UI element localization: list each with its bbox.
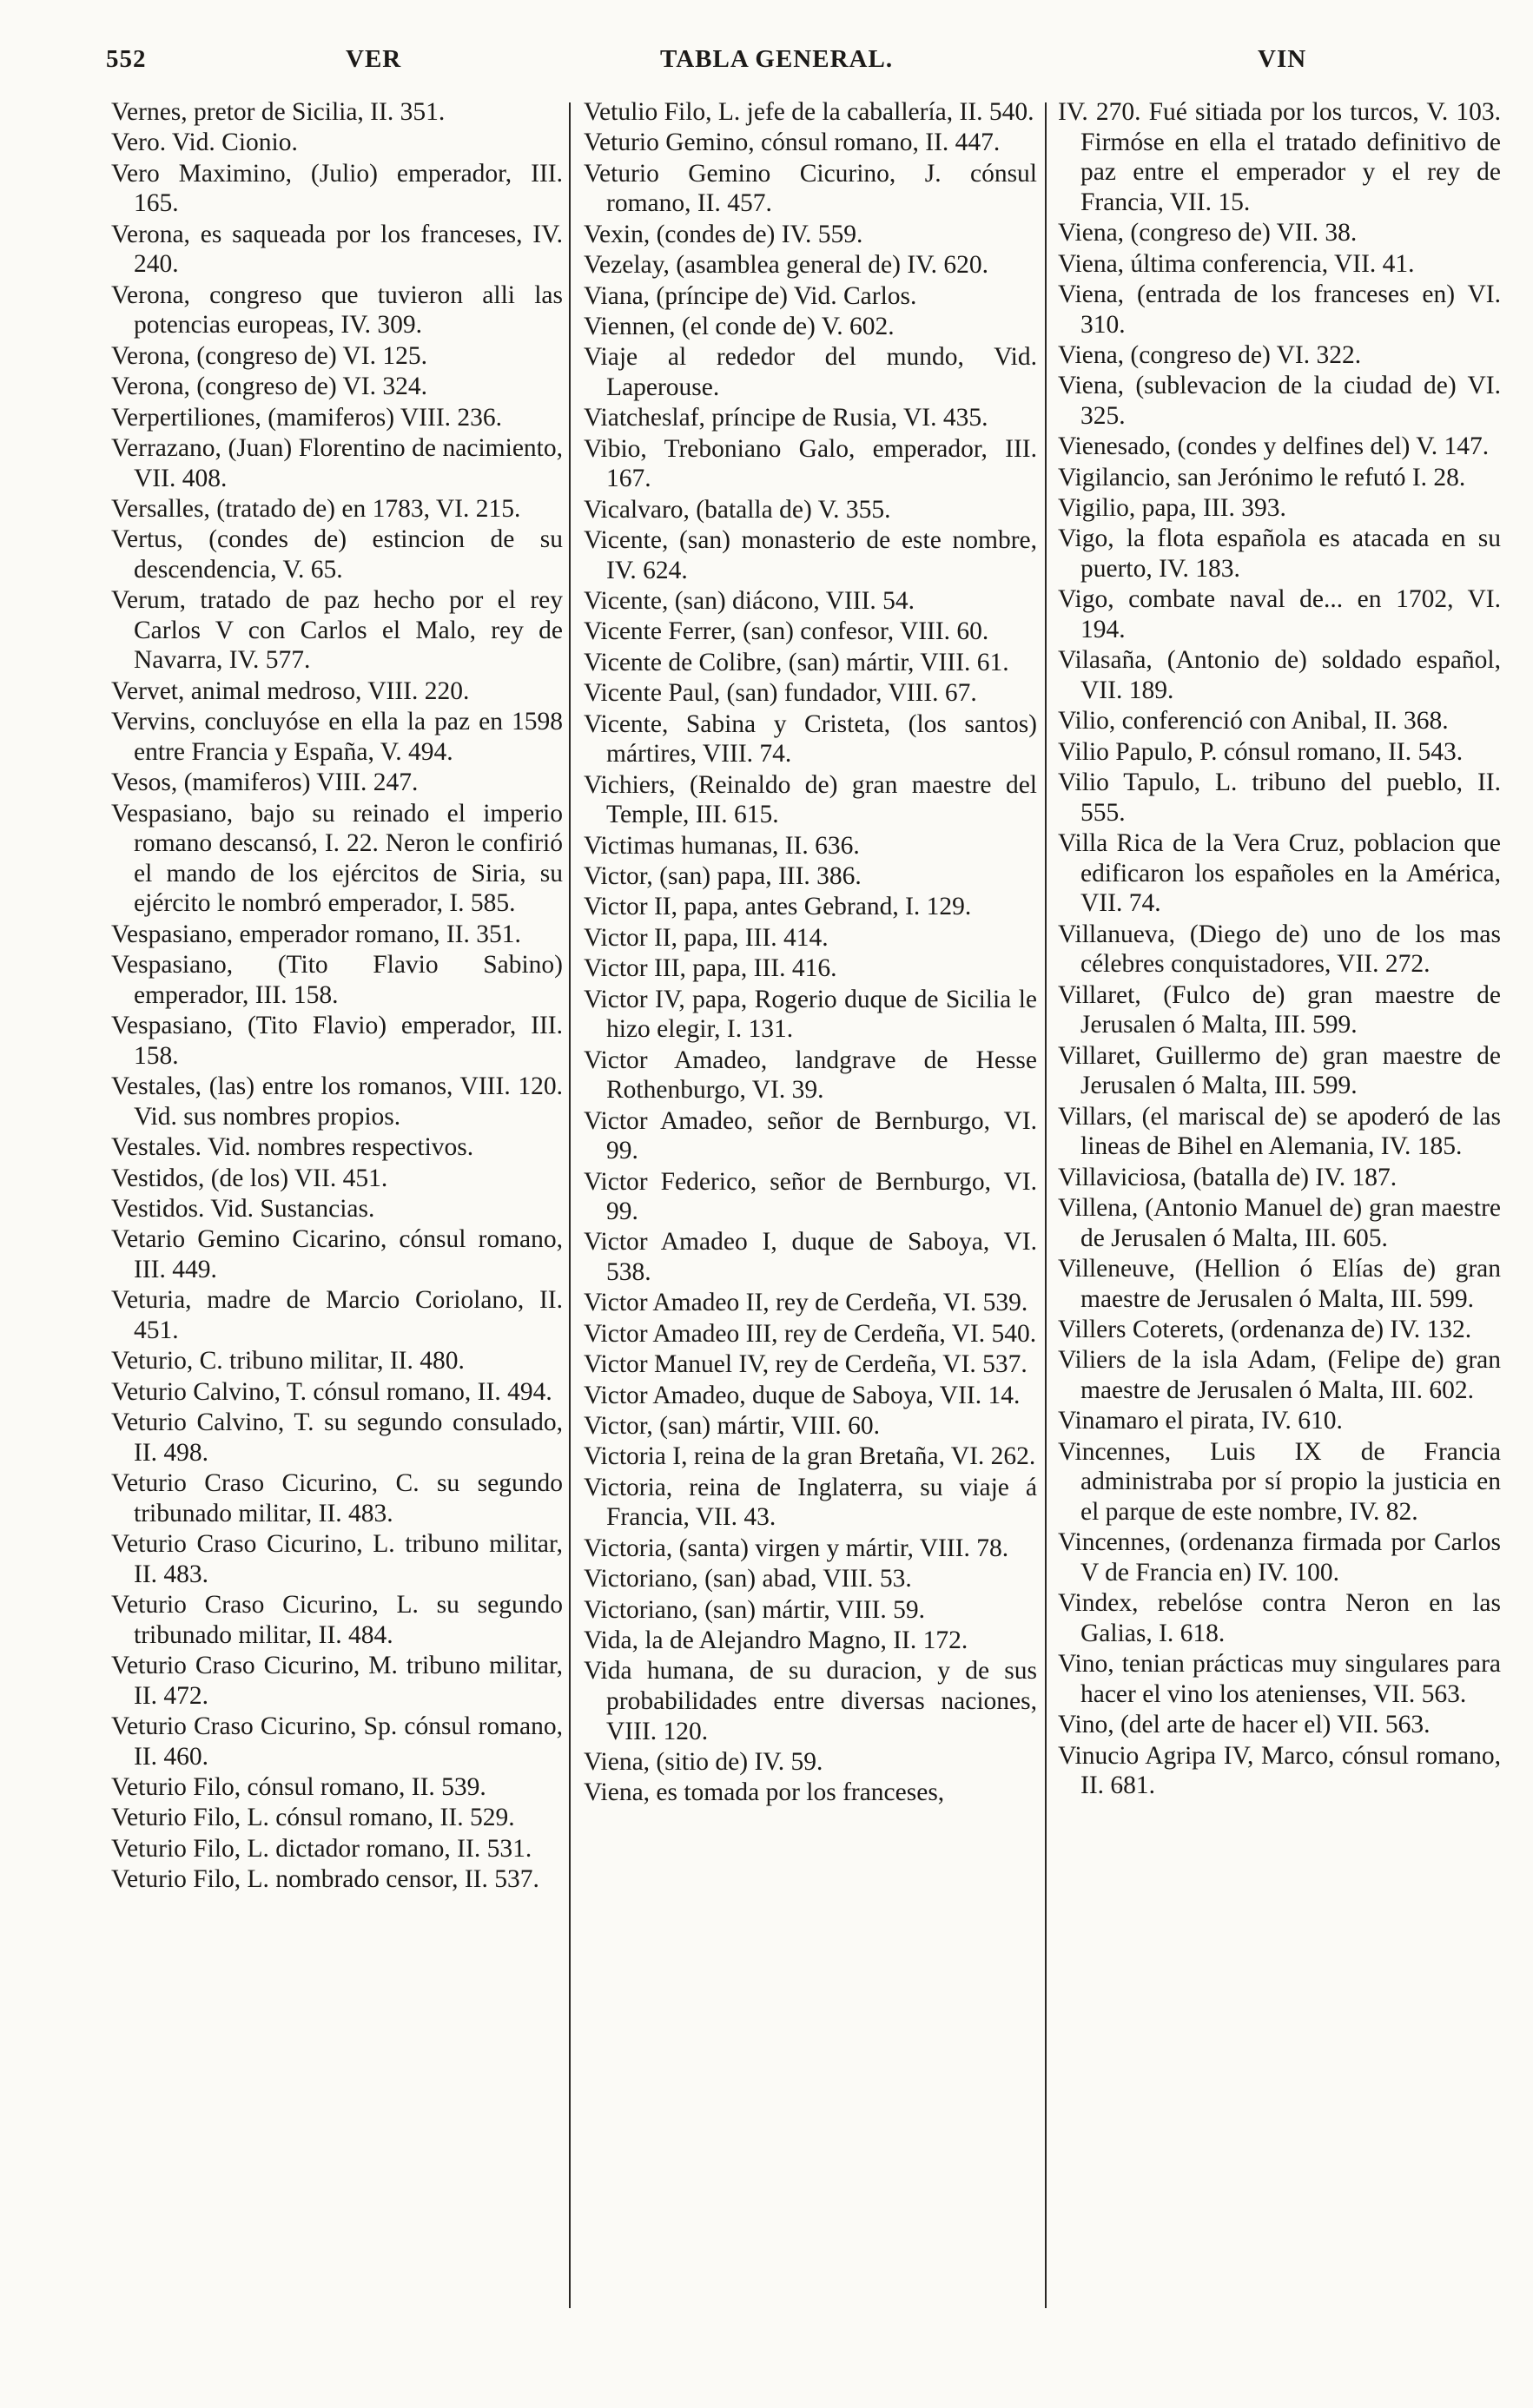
index-entry: Vespasiano, emperador romano, II. 351. (111, 920, 521, 948)
index-entry: Viatcheslaf, príncipe de Rusia, VI. 435. (584, 404, 988, 432)
index-entry: Viliers de la isla Adam, (Felipe de) gran maestre de Jerusalen ó Malta, III. 602. (1058, 1346, 1501, 1405)
index-entry: Victor Amadeo, señor de Bernburgo, VI. 99. (584, 1106, 1037, 1165)
index-entry: Veturio Filo, L. dictador romano, II. 531. (111, 1834, 532, 1863)
index-entry: Vigo, combate naval de... en 1702, VI. 194. (1058, 585, 1501, 644)
left-guide-word: VER (346, 45, 402, 73)
index-entry: Vienesado, (condes y delfines del) V. 147. (1058, 432, 1490, 461)
index-entry: Veturio Craso Cicurino, Sp. cónsul romano, II. 460. (111, 1712, 563, 1771)
index-entry: Vino, tenian prácticas muy singulares para hacer el vino los atenienses, VII. 563. (1058, 1650, 1501, 1708)
index-entry: Vilio Tapulo, L. tribuno del pueblo, II. 555. (1058, 769, 1501, 827)
index-entry: Victor II, papa, III. 414. (584, 923, 829, 952)
index-entry: Vespasiano, bajo su reinado el imperio romano descansó, I. 22. Neron le confirió el mando de los ejércitos de Siria, su ejército le nombró emperador, I. 585. (111, 799, 563, 918)
index-column-right (1058, 97, 1501, 1802)
index-entry: Vindex, rebelóse contra Neron en las Galias, I. 618. (1058, 1589, 1501, 1647)
index-entry: Victoria I, reina de la gran Bretaña, VI. 262. (584, 1442, 1036, 1471)
index-entry: Veturia, madre de Marcio Coriolano, II. 451. (111, 1286, 563, 1344)
index-entry: Veturio Craso Cicurino, L. su segundo tribunado militar, II. 484. (111, 1591, 563, 1649)
index-entry: Victoriano, (san) mártir, VIII. 59. (584, 1595, 925, 1624)
index-entry: Victor IV, papa, Rogerio duque de Sicilia le hizo elegir, I. 131. (584, 985, 1037, 1044)
index-entry: Vezelay, (asamblea general de) IV. 620. (584, 251, 989, 280)
index-entry: Victor Amadeo I, duque de Saboya, VI. 538. (584, 1228, 1037, 1287)
index-entry: Veturio Gemino Cicurino, J. cónsul romano, II. 457. (584, 159, 1037, 218)
index-entry: Vespasiano, (Tito Flavio) emperador, III. 158. (111, 1012, 563, 1070)
column-divider (569, 102, 571, 2308)
index-entry: Vinamaro el pirata, IV. 610. (1058, 1407, 1343, 1435)
index-entry: Vicalvaro, (batalla de) V. 355. (584, 495, 891, 524)
index-entry: Viena, (sitio de) IV. 59. (584, 1747, 823, 1776)
index-entry: Vigilancio, san Jerónimo le refutó I. 28. (1058, 463, 1466, 491)
index-entry: Vichiers, (Reinaldo de) gran maestre del Temple, III. 615. (584, 770, 1037, 829)
right-guide-word: VIN (1258, 45, 1307, 73)
index-entry: Viena, (congreso de) VI. 322. (1058, 340, 1362, 369)
index-entry: Villars, (el mariscal de) se apoderó de las lineas de Bihel en Alemania, IV. 185. (1058, 1102, 1501, 1161)
index-entry: Verpertiliones, (mamiferos) VIII. 236. (111, 403, 503, 432)
index-entry: Vervins, concluyóse en ella la paz en 1598 entre Francia y España, V. 494. (111, 708, 563, 766)
index-entry: Viennen, (el conde de) V. 602. (584, 312, 895, 340)
index-entry: Verona, congreso que tuvieron alli las potencias europeas, IV. 309. (111, 280, 563, 340)
index-entry: Viena, (entrada de los franceses en) VI. 310. (1058, 280, 1501, 339)
index-entry: Victor III, papa, III. 416. (584, 954, 837, 983)
index-entry: IV. 270. Fué sitiada por los turcos, V. 103. Firmóse en ella el tratado definitivo de paz entre el emperador y el rey de Francia, VII. 15. (1058, 98, 1501, 216)
index-entry: Vigilio, papa, III. 393. (1058, 494, 1286, 523)
index-entry: Veturio Craso Cicurino, C. su segundo tribunado militar, II. 483. (111, 1469, 563, 1527)
index-entry: Vicente, (san) monasterio de este nombre, IV. 624. (584, 526, 1037, 584)
index-entry: Victor Amadeo, duque de Saboya, VII. 14. (584, 1381, 1021, 1409)
index-entry: Vernes, pretor de Sicilia, II. 351. (111, 98, 446, 126)
index-entry: Vicente Ferrer, (san) confesor, VIII. 60. (584, 617, 989, 646)
index-column-left (111, 97, 563, 1896)
index-entry: Villaret, Guillermo de) gran maestre de Jerusalen ó Malta, III. 599. (1058, 1041, 1501, 1100)
index-entry: Veturio Calvino, T. cónsul romano, II. 494. (111, 1377, 552, 1406)
column-divider (1045, 102, 1047, 2308)
index-entry: Vestales, (las) entre los romanos, VIII. 120. Vid. sus nombres propios. (111, 1072, 563, 1131)
index-entry: Victor, (san) mártir, VIII. 60. (584, 1412, 881, 1441)
index-entry: Victor Amadeo III, rey de Cerdeña, VI. 540. (584, 1319, 1037, 1348)
index-entry: Victor Manuel IV, rey de Cerdeña, VI. 537. (584, 1350, 1028, 1379)
index-entry: Verona, (congreso de) VI. 125. (111, 341, 427, 370)
index-entry: Veturio Craso Cicurino, L. tribuno militar, II. 483. (111, 1530, 563, 1588)
index-entry: Veturio Craso Cicurino, M. tribuno militar, II. 472. (111, 1651, 563, 1710)
page-number: 552 (106, 45, 147, 73)
index-entry: Vicente de Colibre, (san) mártir, VIII. 61. (584, 648, 1009, 676)
index-entry: Villa Rica de la Vera Cruz, poblacion que edificaron los españoles en la América, VII. 74. (1058, 829, 1501, 918)
index-entry: Veturio Filo, L. cónsul romano, II. 529. (111, 1804, 515, 1832)
index-entry: Vetulio Filo, L. jefe de la caballería, II. 540. (584, 98, 1034, 126)
index-entry: Victor Amadeo, landgrave de Hesse Rothenburgo, VI. 39. (584, 1046, 1037, 1105)
index-entry: Vespasiano, (Tito Flavio Sabino) emperador, III. 158. (111, 951, 563, 1009)
index-column-middle (584, 97, 1037, 1809)
index-entry: Villers Coterets, (ordenanza de) IV. 132. (1058, 1316, 1472, 1344)
index-entry: Viaje al rededor del mundo, Vid. Laperouse. (584, 343, 1037, 401)
index-entry: Vilasaña, (Antonio de) soldado español, VII. 189. (1058, 646, 1501, 705)
index-entry: Veturio, C. tribuno militar, II. 480. (111, 1347, 465, 1376)
index-entry: Villena, (Antonio Manuel de) gran maestre de Jerusalen ó Malta, III. 605. (1058, 1194, 1501, 1252)
index-entry: Verona, (congreso de) VI. 324. (111, 373, 427, 401)
index-entry: Vicente, Sabina y Cristeta, (los santos) mártires, VIII. 74. (584, 709, 1037, 769)
index-entry: Vibio, Treboniano Galo, emperador, III. 167. (584, 434, 1037, 493)
index-entry: Victor II, papa, antes Gebrand, I. 129. (584, 893, 972, 921)
index-entry: Vicente, (san) diácono, VIII. 54. (584, 587, 915, 616)
index-entry: Victor Amadeo II, rey de Cerdeña, VI. 539. (584, 1289, 1028, 1317)
index-entry: Verona, es saqueada por los franceses, IV. 240. (111, 220, 563, 279)
index-entry: Vinucio Agripa IV, Marco, cónsul romano, II. 681. (1058, 1741, 1501, 1800)
running-title: TABLA GENERAL. (660, 45, 894, 73)
index-entry: Villaret, (Fulco de) gran maestre de Jerusalen ó Malta, III. 599. (1058, 980, 1501, 1039)
index-entry: Victimas humanas, II. 636. (584, 831, 860, 860)
index-entry: Vervet, animal medroso, VIII. 220. (111, 676, 470, 705)
index-entry: Viana, (príncipe de) Vid. Carlos. (584, 281, 917, 310)
index-entry: Villaviciosa, (batalla de) IV. 187. (1058, 1163, 1398, 1191)
index-entry: Vestales. Vid. nombres respectivos. (111, 1133, 474, 1162)
index-entry: Viena, es tomada por los franceses, (584, 1778, 945, 1807)
index-entry: Vilio, conferenció con Anibal, II. 368. (1058, 707, 1449, 736)
index-entry: Vesos, (mamiferos) VIII. 247. (111, 769, 419, 797)
index-entry: Victor Federico, señor de Bernburgo, VI. 99. (584, 1167, 1037, 1226)
index-entry: Verrazano, (Juan) Florentino de nacimiento, VII. 408. (111, 433, 563, 492)
index-entry: Vida, la de Alejandro Magno, II. 172. (584, 1626, 968, 1654)
index-entry: Vestidos. Vid. Sustancias. (111, 1194, 375, 1223)
index-entry: Villanueva, (Diego de) uno de los mas célebres conquistadores, VII. 272. (1058, 920, 1501, 979)
index-entry: Veturio Filo, L. nombrado censor, II. 537. (111, 1865, 539, 1894)
index-entry: Victoria, reina de Inglaterra, su viaje á Francia, VII. 43. (584, 1473, 1037, 1532)
index-entry: Vicente Paul, (san) fundador, VIII. 67. (584, 679, 977, 708)
index-entry: Veturio Filo, cónsul romano, II. 539. (111, 1772, 486, 1801)
index-entry: Victor, (san) papa, III. 386. (584, 861, 862, 890)
index-entry: Veturio Calvino, T. su segundo consulado, II. 498. (111, 1409, 563, 1467)
index-entry: Victoria, (santa) virgen y mártir, VIII. 78. (584, 1534, 1009, 1562)
index-entry: Vigo, la flota española es atacada en su puerto, IV. 183. (1058, 524, 1501, 584)
index-entry: Vino, (del arte de hacer el) VII. 563. (1058, 1711, 1431, 1739)
index-entry: Vetario Gemino Cicarino, cónsul romano, III. 449. (111, 1225, 563, 1283)
index-entry: Vincennes, (ordenanza firmada por Carlos V de Francia en) IV. 100. (1058, 1528, 1501, 1587)
index-entry: Vero. Vid. Cionio. (111, 129, 298, 157)
index-entry: Villeneuve, (Hellion ó Elías de) gran maestre de Jerusalen ó Malta, III. 599. (1058, 1255, 1501, 1313)
index-entry: Vincennes, Luis IX de Francia administraba por sí propio la justicia en el parque de este nombre, IV. 82. (1058, 1437, 1501, 1527)
index-entry: Victoriano, (san) abad, VIII. 53. (584, 1565, 912, 1593)
index-entry: Viena, última conferencia, VII. 41. (1058, 249, 1415, 278)
index-entry: Versalles, (tratado de) en 1783, VI. 215. (111, 494, 521, 523)
index-entry: Vestidos, (de los) VII. 451. (111, 1164, 388, 1192)
index-entry: Veturio Gemino, cónsul romano, II. 447. (584, 129, 1001, 157)
index-entry: Viena, (congreso de) VII. 38. (1058, 219, 1358, 247)
index-entry: Viena, (sublevacion de la ciudad de) VI. 325. (1058, 372, 1501, 430)
index-entry: Vilio Papulo, P. cónsul romano, II. 543. (1058, 737, 1464, 766)
index-entry: Vero Maximino, (Julio) emperador, III. 165. (111, 159, 563, 218)
index-entry: Vertus, (condes de) estincion de su descendencia, V. 65. (111, 525, 563, 584)
index-entry: Vida humana, de su duracion, y de sus probabilidades entre diversas naciones, VIII. 120. (584, 1657, 1037, 1745)
index-entry: Vexin, (condes de) IV. 559. (584, 220, 863, 248)
index-entry: Verum, tratado de paz hecho por el rey Carlos V con Carlos el Malo, rey de Navarra, IV. 577. (111, 586, 563, 675)
